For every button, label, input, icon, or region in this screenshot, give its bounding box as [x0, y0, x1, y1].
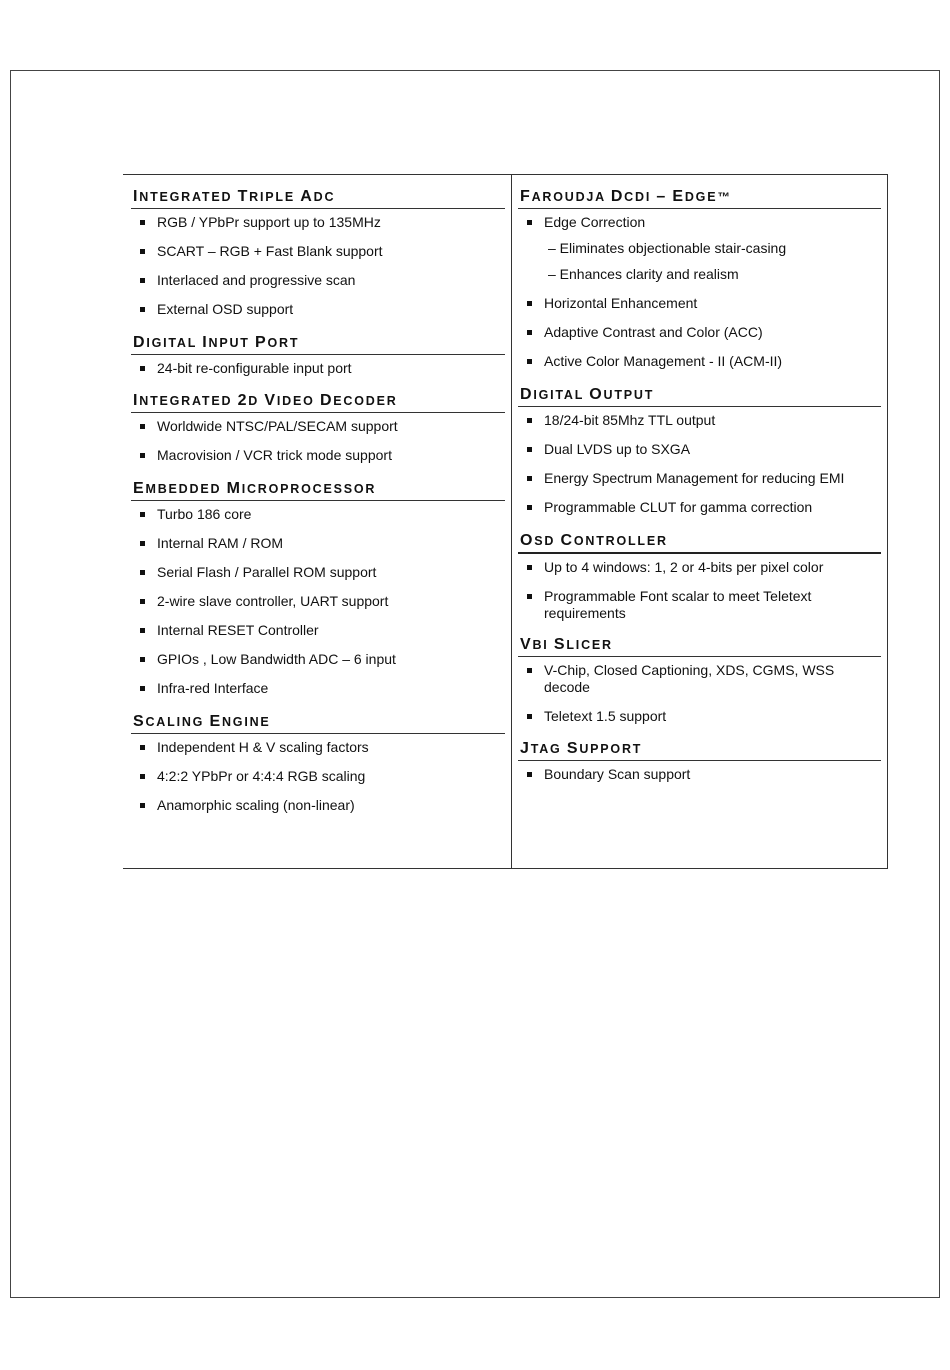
section-osd-controller [518, 531, 881, 622]
list-item: Macrovision / VCR trick mode support [131, 447, 505, 464]
list-item: RGB / YPbPr support up to 135MHz [131, 214, 505, 231]
list-item: Serial Flash / Parallel ROM support [131, 564, 505, 581]
section-title: DIGITAL INPUT PORT [131, 333, 505, 355]
feature-table [123, 174, 888, 869]
list-item: Teletext 1.5 support [518, 708, 881, 725]
section-title: DIGITAL OUTPUT [518, 385, 881, 407]
list-item: Edge Correction [518, 214, 881, 231]
section-vbi-slicer [518, 635, 881, 725]
list-item: SCART – RGB + Fast Blank support [131, 243, 505, 260]
list-item: Internal RESET Controller [131, 622, 505, 639]
list-item: Worldwide NTSC/PAL/SECAM support [131, 418, 505, 435]
feature-column-right [512, 175, 887, 868]
list-item: External OSD support [131, 301, 505, 318]
section-title: INTEGRATED TRIPLE ADC [131, 187, 505, 209]
list-item: Boundary Scan support [518, 766, 881, 783]
list-item: Up to 4 windows: 1, 2 or 4-bits per pixel color [518, 559, 881, 576]
list-item: Infra-red Interface [131, 680, 505, 697]
section-integrated-2d-video-decoder [131, 391, 505, 464]
section-title: FAROUDJA DCDI – EDGE™ [518, 187, 881, 209]
list-item: Anamorphic scaling (non-linear) [131, 797, 505, 814]
section-title: INTEGRATED 2D VIDEO DECODER [131, 391, 505, 413]
list-item: Dual LVDS up to SXGA [518, 441, 881, 458]
list-item: Internal RAM / ROM [131, 535, 505, 552]
section-title: JTAG SUPPORT [518, 739, 881, 761]
list-item: 4:2:2 YPbPr or 4:4:4 RGB scaling [131, 768, 505, 785]
list-item: Programmable Font scalar to meet Teletext requirements [518, 588, 881, 622]
list-item: GPIOs , Low Bandwidth ADC – 6 input [131, 651, 505, 668]
sub-list-item: – Enhances clarity and realism [548, 266, 739, 282]
section-digital-output [518, 385, 881, 516]
section-scaling-engine [131, 712, 505, 814]
list-item: 18/24-bit 85Mhz TTL output [518, 412, 881, 429]
section-digital-input-port [131, 333, 505, 377]
list-item: V-Chip, Closed Captioning, XDS, CGMS, WSS decode [518, 662, 881, 696]
section-title: SCALING ENGINE [131, 712, 505, 734]
section-embedded-microprocessor [131, 479, 505, 697]
list-item: 24-bit re-configurable input port [131, 360, 505, 377]
list-item: Turbo 186 core [131, 506, 505, 523]
section-integrated-triple-adc [131, 187, 505, 318]
sub-list-item: – Eliminates objectionable stair-casing [548, 240, 787, 256]
list-item: Horizontal Enhancement [518, 295, 881, 312]
list-item: Independent H & V scaling factors [131, 739, 505, 756]
section-title: OSD CONTROLLER [518, 531, 881, 554]
list-item: Energy Spectrum Management for reducing EMI [518, 470, 881, 487]
list-item: Adaptive Contrast and Color (ACC) [518, 324, 881, 341]
section-faroudja-dcdi-edge [518, 187, 881, 370]
list-item: 2-wire slave controller, UART support [131, 593, 505, 610]
feature-column-left [123, 175, 512, 868]
section-title: VBI SLICER [518, 635, 881, 657]
section-title: EMBEDDED MICROPROCESSOR [131, 479, 505, 501]
list-item: Programmable CLUT for gamma correction [518, 499, 881, 516]
section-jtag-support [518, 739, 881, 783]
list-item: Active Color Management - II (ACM-II) [518, 353, 881, 370]
list-item: Interlaced and progressive scan [131, 272, 505, 289]
